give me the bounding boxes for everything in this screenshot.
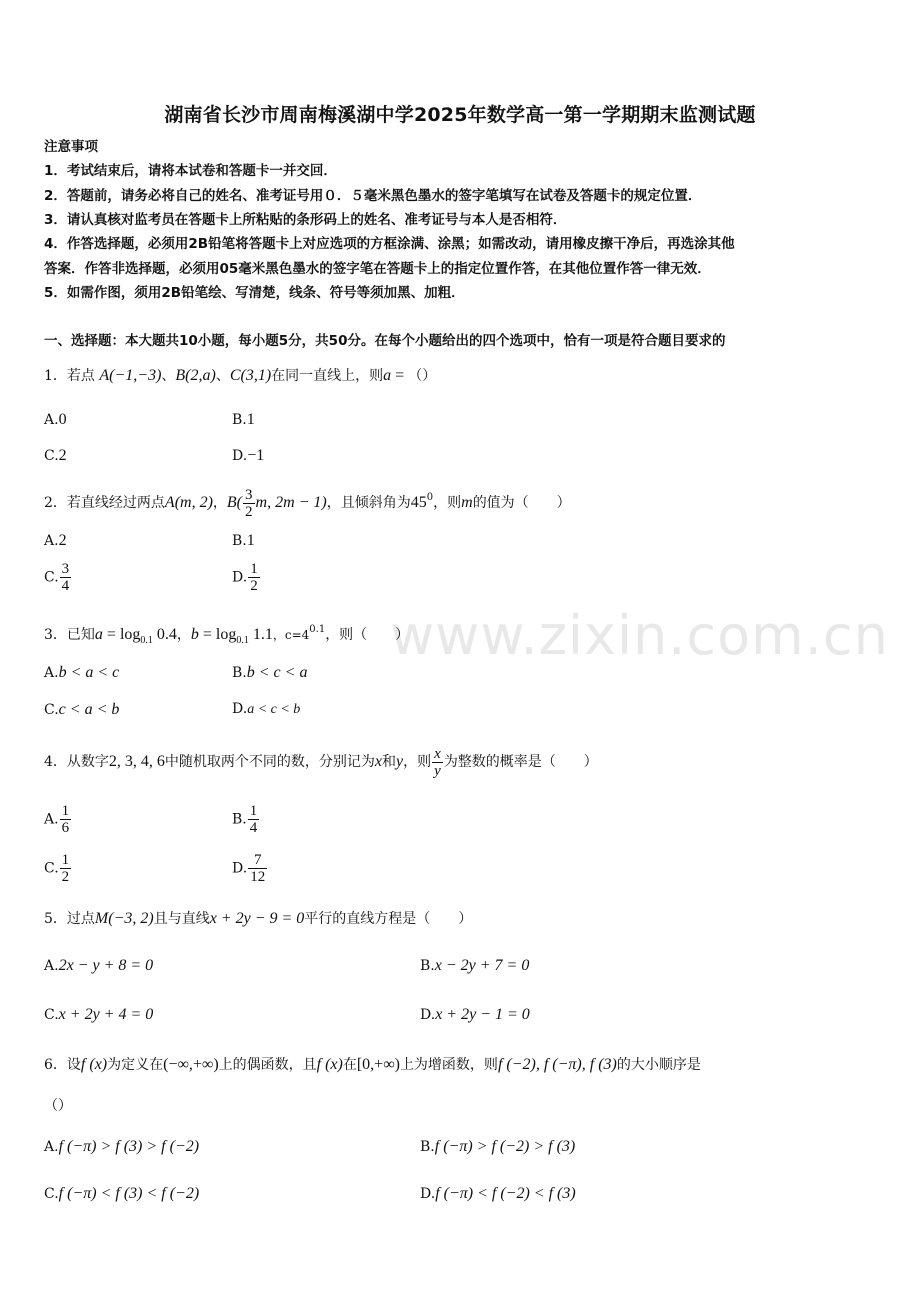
option-a <box>44 664 119 682</box>
option-label: B. <box>420 958 435 974</box>
option-c <box>44 1185 199 1203</box>
option-d <box>420 1185 576 1203</box>
question-text: 、 <box>161 368 176 384</box>
fraction <box>248 561 260 594</box>
option-b <box>420 957 529 975</box>
notice-item: 2．答题前，请务必将自己的姓名、准考证号用０．５毫米黑色墨水的签字笔填写在试卷及答题卡的规定位置． <box>44 188 702 204</box>
option-c <box>44 701 119 719</box>
question-text: ， <box>212 495 227 511</box>
fraction-numerator: x <box>434 745 441 762</box>
option-d <box>420 1006 530 1024</box>
option-label: D. <box>420 1007 436 1023</box>
notice-item: 3．请认真核对监考员在答题卡上所粘贴的条形码上的姓名、准考证号与本人是否相符． <box>44 212 567 228</box>
answer-paren: （） <box>44 1098 72 1114</box>
math-expr: x + 2y − 9 = 0 <box>209 910 305 927</box>
option-label: D. <box>232 569 248 586</box>
option-value: x − 2y + 7 = 0 <box>434 957 530 974</box>
section-heading: 一、选择题：本大题共10小题，每小题5分，共50分。在每个小题给出的四个选项中，恰有一项是符合题目要求的 <box>44 333 726 349</box>
math-expr: = log <box>102 626 141 643</box>
option-label: C. <box>44 1186 59 1202</box>
math-expr: B(2,a) <box>175 367 216 384</box>
question-text: 6．设 <box>44 1057 81 1073</box>
option-label: A. <box>44 412 59 428</box>
fraction-numerator: 3 <box>61 561 70 577</box>
question-text: 平行的直线方程是（ ） <box>304 911 473 927</box>
option-value: f (−π) < f (3) < f (−2) <box>58 1185 200 1202</box>
option-value: b < c < a <box>246 664 308 681</box>
question-text: ，且倾斜角为 <box>326 495 411 511</box>
question-text: 5．过点 <box>44 911 95 927</box>
question-text: 在同一直线上，则 <box>271 368 384 384</box>
option-label: D. <box>232 701 248 717</box>
fraction <box>60 803 72 836</box>
fraction-denominator: 12 <box>250 869 266 885</box>
question-text: 3．已知 <box>44 627 95 643</box>
question-2 <box>44 478 571 523</box>
option-label: B. <box>420 1139 435 1155</box>
option-d <box>232 701 300 718</box>
option-label: D. <box>232 860 248 877</box>
fraction-numerator: 1 <box>250 561 258 577</box>
math-expr: = log <box>198 626 237 643</box>
question-text: 4．从数字 <box>44 754 109 770</box>
fraction-denominator: y <box>434 762 441 779</box>
math-expr: ，c=4 <box>272 628 310 642</box>
fraction-numerator: 7 <box>248 852 267 869</box>
fraction <box>432 746 443 779</box>
option-value: f (−π) > f (−2) > f (3) <box>434 1138 576 1155</box>
fraction-denominator: 6 <box>61 820 70 836</box>
option-label: C. <box>44 1007 59 1023</box>
option-value: b < a < c <box>58 664 120 681</box>
math-var: b <box>190 626 199 643</box>
option-value: −1 <box>247 447 265 464</box>
question-text: 的大小顺序是 <box>616 1057 701 1073</box>
math-expr: 2, 3, 4, 6 <box>108 753 165 770</box>
question-text: 1．若点 <box>44 368 95 384</box>
option-a <box>44 411 67 429</box>
option-value: 1 <box>246 532 255 549</box>
question-text: 在 <box>342 1057 357 1073</box>
math-var: x <box>374 753 383 770</box>
question-text: 且与直线 <box>153 911 210 927</box>
fraction-denominator: 2 <box>61 869 70 885</box>
option-label: C. <box>44 860 59 877</box>
notice-item: 1．考试结束后，请将本试卷和答题卡一并交回． <box>44 163 337 179</box>
option-label: C. <box>44 569 59 586</box>
question-text: 为定义在 <box>107 1057 164 1073</box>
option-label: C. <box>44 702 59 718</box>
math-var: m <box>461 494 473 511</box>
option-value: 2x − y + 8 = 0 <box>58 957 154 974</box>
option-b <box>232 532 255 550</box>
fraction <box>248 852 267 885</box>
question-text: 上为增函数，则 <box>399 1057 498 1073</box>
math-sup: 0 <box>426 492 434 503</box>
option-value: 0 <box>58 411 67 428</box>
question-text: 中随机取两个不同的数，分别记为 <box>164 754 375 770</box>
question-text: ，则 <box>403 754 432 770</box>
math-var: a <box>94 626 103 643</box>
question-text: ，则（ ） <box>325 627 410 643</box>
option-a <box>44 1138 199 1156</box>
option-d <box>232 447 264 465</box>
fraction-numerator: 1 <box>249 803 258 819</box>
question-3 <box>44 619 409 652</box>
fraction <box>60 852 72 885</box>
question-text: ， <box>176 627 191 643</box>
fraction <box>243 487 255 520</box>
math-expr: (−∞,+∞) <box>163 1056 219 1073</box>
fraction <box>60 561 72 594</box>
math-sub: 0.1 <box>140 635 153 646</box>
option-label: B. <box>232 665 247 681</box>
fraction-denominator: 2 <box>250 578 258 594</box>
math-expr: A(−1,−3) <box>99 367 162 384</box>
option-label: A. <box>44 1139 59 1155</box>
math-expr: 0.4 <box>152 626 177 643</box>
answer-paren: （） <box>408 368 437 384</box>
option-c <box>44 852 72 885</box>
question-5 <box>44 908 472 930</box>
fraction-numerator: 1 <box>61 803 70 819</box>
notice-heading: 注意事项 <box>44 139 98 155</box>
option-value: a < c < b <box>247 702 301 717</box>
option-value: c < a < b <box>58 701 120 718</box>
option-value: x + 2y + 4 = 0 <box>58 1006 154 1023</box>
math-expr: C(3,1) <box>229 367 272 384</box>
option-label: B. <box>232 533 247 549</box>
math-expr: f (−2), f (−π), f (3) <box>497 1056 617 1073</box>
option-label: A. <box>44 665 59 681</box>
option-b <box>232 664 307 682</box>
option-b <box>420 1138 575 1156</box>
option-a <box>44 803 72 836</box>
math-expr: = <box>391 367 409 384</box>
option-d <box>232 561 261 594</box>
math-expr: f (x) <box>80 1056 108 1073</box>
option-d <box>232 852 268 885</box>
option-a <box>44 532 67 550</box>
math-var: y <box>396 753 404 770</box>
fraction-denominator: 4 <box>61 578 70 594</box>
fraction-numerator: 3 <box>245 486 253 503</box>
question-1 <box>44 365 436 387</box>
math-expr: f (x) <box>316 1056 343 1073</box>
question-text: ，则 <box>433 495 462 511</box>
question-text: 和 <box>382 754 397 770</box>
math-sub: 0.1 <box>236 635 249 646</box>
option-b <box>232 411 255 429</box>
option-c <box>44 447 67 465</box>
option-label: D. <box>420 1186 436 1202</box>
option-label: D. <box>232 448 248 464</box>
option-value: f (−π) > f (3) > f (−2) <box>58 1138 200 1155</box>
option-value: 2 <box>58 532 67 549</box>
math-expr: 45 <box>410 494 427 511</box>
math-expr: m, 2m − 1) <box>255 494 327 511</box>
option-label: A. <box>44 958 59 974</box>
option-value: x + 2y − 1 = 0 <box>435 1006 530 1023</box>
question-text: 2．若直线经过两点 <box>44 495 165 511</box>
math-expr: 1.1 <box>248 626 273 643</box>
math-expr: B( <box>226 494 243 511</box>
fraction-denominator: 4 <box>249 820 258 836</box>
option-a <box>44 957 153 975</box>
fraction-denominator: 2 <box>245 503 253 520</box>
question-text: 为整数的概率是（ ） <box>443 754 598 770</box>
question-text: 的值为（ ） <box>472 495 571 511</box>
question-6 <box>44 1054 701 1076</box>
page-title: 湖南省长沙市周南梅溪湖中学2025年数学高一第一学期期末监测试题 <box>164 104 756 126</box>
math-sup: 0.1 <box>309 624 326 635</box>
notice-item: 4．作答选择题，必须用2B铅笔将答题卡上对应选项的方框涂满、涂黑；如需改动，请用橡皮擦干净后，再选涂其他 <box>44 236 735 252</box>
math-expr: M(−3, 2) <box>94 910 154 927</box>
option-label: C. <box>44 448 59 464</box>
option-label: A. <box>44 533 59 549</box>
option-label: B. <box>232 412 247 428</box>
question-4 <box>44 742 598 782</box>
math-expr: [0,+∞) <box>356 1056 400 1073</box>
question-text: 、 <box>215 368 230 384</box>
option-value: 1 <box>246 411 255 428</box>
option-value: f (−π) < f (−2) < f (3) <box>435 1185 576 1202</box>
option-label: B. <box>232 811 247 828</box>
notice-item: 答案．作答非选择题，必须用05毫米黑色墨水的签字笔在答题卡上的指定位置作答，在其他位置作答一律无效． <box>44 261 711 277</box>
option-c <box>44 561 72 594</box>
question-text: 上的偶函数，且 <box>218 1057 317 1073</box>
fraction <box>248 803 260 836</box>
fraction-numerator: 1 <box>61 852 70 868</box>
option-b <box>232 803 260 836</box>
notice-item: 5．如需作图，须用2B铅笔绘、写清楚，线条、符号等须加黑、加粗． <box>44 285 465 301</box>
option-c <box>44 1006 153 1024</box>
option-label: A. <box>44 811 59 828</box>
math-expr: A(m, 2) <box>164 494 213 511</box>
math-var: a <box>383 367 392 384</box>
watermark: www.zixin.com.cn <box>390 604 889 667</box>
option-value: 2 <box>58 447 67 464</box>
